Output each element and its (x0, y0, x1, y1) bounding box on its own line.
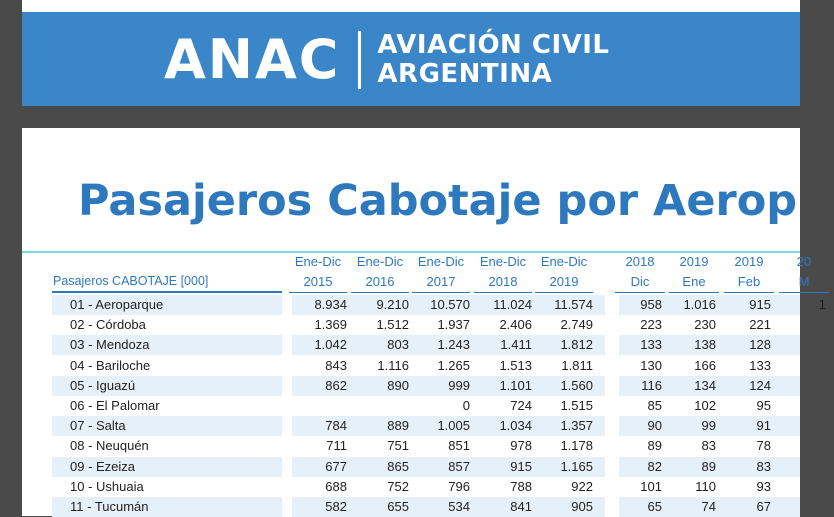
column-header-line1: Ene-Dic (356, 254, 404, 269)
column-header (610, 252, 670, 292)
table-row-label: 10 - Ushuaia (70, 478, 144, 494)
page-gap (0, 106, 800, 128)
table-cell: 230 (694, 317, 716, 333)
table-cell: 958 (640, 297, 662, 312)
table-row-label: 02 - Córdoba (70, 317, 146, 333)
table-cell: 857 (448, 458, 470, 474)
table-cell: 915 (510, 458, 532, 474)
column-header-line2: 2015 (303, 274, 333, 289)
column-header-underline (351, 292, 409, 293)
table-cell: 93 (756, 478, 771, 494)
table-cell: 1.513 (499, 357, 532, 373)
table-cell: 128 (749, 337, 771, 353)
column-header-line1: 20 (796, 254, 812, 269)
table-cell: 1.937 (437, 317, 470, 333)
logo-text: ANAC (164, 28, 341, 91)
table-cell: 1.101 (499, 377, 532, 393)
column-header-underline (412, 292, 470, 293)
table-cell: 116 (641, 377, 662, 393)
table-cell: 85 (647, 398, 662, 413)
table-cell: 130 (640, 357, 662, 373)
table-cell: 1.560 (560, 377, 593, 393)
table-cell: 1.357 (560, 418, 593, 434)
anac-logo (164, 28, 610, 91)
table-cell: 2.749 (560, 317, 593, 333)
table-cell: 78 (756, 438, 771, 454)
slide-title: Pasajeros Cabotaje por Aerop (78, 176, 798, 226)
table-cell: 1.034 (499, 418, 532, 434)
table-cell: 655 (387, 499, 409, 514)
column-header-line2: Dic (630, 274, 650, 289)
column-header-line1: 2018 (625, 254, 655, 269)
table-cell: 1.116 (377, 357, 409, 373)
table-cell: 688 (325, 478, 347, 494)
table-cell: 83 (756, 458, 771, 474)
column-header (288, 252, 348, 292)
table-cell: 133 (640, 337, 662, 353)
column-header (719, 252, 779, 292)
table-cell: 0 (462, 398, 470, 413)
logo-subtitle-line1: AVIACIÓN CIVIL (377, 30, 610, 60)
column-header-line1: 2019 (734, 254, 764, 269)
column-header-line2: Feb (737, 274, 761, 289)
column-header-underline (669, 292, 719, 293)
table-cell: 865 (387, 458, 409, 474)
table-cell: 978 (510, 438, 532, 454)
table-cell: 1.178 (560, 438, 593, 454)
column-header-line2: Ene (682, 274, 706, 289)
table-cell: 796 (448, 478, 470, 494)
table-cell: 711 (326, 438, 347, 454)
table-cell: 9.210 (376, 297, 409, 312)
column-header (774, 252, 834, 292)
table-row-label: 07 - Salta (70, 418, 126, 434)
table-row-label: 05 - Iguazú (70, 377, 136, 393)
table-cell: 582 (325, 499, 347, 514)
table-cell: 1.811 (561, 357, 593, 373)
table-cell: 89 (647, 438, 662, 454)
table-cell: 89 (701, 458, 716, 474)
column-header-line2: 2016 (365, 274, 395, 289)
table-cell: 1.005 (437, 418, 470, 434)
row-header: Pasajeros CABOTAJE [000] (53, 274, 209, 288)
table-cell: 101 (640, 478, 662, 494)
table-cell: 851 (448, 438, 470, 454)
table-cell: 11.574 (554, 297, 593, 312)
table-cell: 124 (749, 377, 771, 393)
table-cell: 1.243 (437, 337, 470, 353)
table-row-label: 11 - Tucumán (70, 499, 149, 514)
table-cell: 1.369 (314, 317, 347, 333)
table-cell: 99 (701, 418, 716, 434)
column-header-line2: 2017 (426, 274, 456, 289)
column-header (411, 252, 471, 292)
column-header-underline (474, 292, 532, 293)
column-header-line1: 2019 (679, 254, 709, 269)
table-cell: 1.042 (314, 337, 347, 353)
table-cell: 83 (701, 438, 716, 454)
table-cell: 862 (325, 377, 347, 393)
table-row-label: 04 - Bariloche (70, 357, 151, 373)
table-cell: 67 (756, 499, 771, 514)
table-cell: 677 (325, 458, 347, 474)
table-cell: 134 (694, 377, 716, 393)
table-cell: 843 (325, 357, 347, 373)
table-cell: 65 (647, 499, 662, 514)
column-header-line1: Ene-Dic (417, 254, 465, 269)
table-cell: 133 (749, 357, 771, 373)
column-header (473, 252, 533, 292)
table-cell: 905 (571, 499, 593, 514)
table-cell: 74 (701, 499, 716, 514)
table-cell: 223 (640, 317, 662, 333)
table-cell: 11.024 (493, 297, 532, 312)
table-cell: 1.515 (560, 398, 593, 413)
table-cell: 221 (749, 317, 771, 333)
table-row-label: 06 - El Palomar (70, 398, 160, 413)
table-cell: 889 (387, 418, 409, 434)
table-cell: 91 (756, 418, 771, 434)
table-row-label: 03 - Mendoza (70, 337, 150, 353)
logo-subtitle-line2: ARGENTINA (377, 59, 553, 89)
table-cell: 138 (694, 337, 716, 353)
logo-subtitle (377, 31, 609, 89)
column-header-underline (535, 292, 593, 293)
table-cell: 751 (387, 438, 409, 454)
column-header (534, 252, 594, 292)
table-cell: 8.934 (314, 297, 347, 312)
table-cell: 784 (325, 418, 347, 434)
column-header-line1: Ene-Dic (540, 254, 588, 269)
table-row-label: 08 - Neuquén (70, 438, 149, 454)
table-cell: 999 (448, 377, 470, 393)
table-cell: 95 (756, 398, 771, 413)
table-cell: 915 (749, 297, 771, 312)
table-cell: 788 (510, 478, 532, 494)
column-header (664, 252, 724, 292)
table-cell: 1.265 (437, 357, 470, 373)
table-cell: 82 (647, 458, 662, 474)
column-header-underline (289, 292, 347, 293)
table-cell: 803 (387, 337, 409, 353)
table-cell: 10.570 (430, 297, 470, 312)
table-cell: 890 (387, 377, 409, 393)
table-cell: 724 (510, 398, 532, 413)
table-cell: 922 (571, 478, 593, 494)
column-header-underline (779, 292, 829, 293)
table-row-label: 09 - Ezeiza (70, 458, 136, 474)
column-header (350, 252, 410, 292)
table-cell: 841 (510, 499, 532, 514)
table-cell: 534 (448, 499, 470, 514)
table-cell: 1.512 (376, 317, 409, 333)
table-cell: 2.406 (499, 317, 532, 333)
slide-page (22, 128, 826, 516)
table-cell: 1.411 (500, 337, 532, 353)
table-cell: 752 (387, 478, 409, 494)
table-row-label: 01 - Aeroparque (70, 297, 164, 312)
table-cell: 102 (694, 398, 716, 413)
column-header-underline (724, 292, 774, 293)
table-cell: 1.016 (683, 297, 716, 312)
column-header-line1: Ene-Dic (479, 254, 527, 269)
column-header-line2: M (798, 274, 810, 289)
row-header-underline (52, 291, 282, 293)
table-cell: 166 (694, 357, 716, 373)
table-cell: 1.812 (560, 337, 593, 353)
table-cell: 110 (695, 478, 716, 494)
column-header-line2: 2019 (549, 274, 579, 289)
anac-banner (22, 12, 800, 106)
table-cell: 1.165 (560, 458, 593, 474)
table-cell: 90 (647, 418, 662, 434)
column-header-line2: 2018 (488, 274, 518, 289)
table-cell: 1 (818, 297, 826, 312)
column-header-line1: Ene-Dic (294, 254, 342, 269)
column-header-underline (615, 292, 665, 293)
logo-divider (358, 31, 361, 89)
